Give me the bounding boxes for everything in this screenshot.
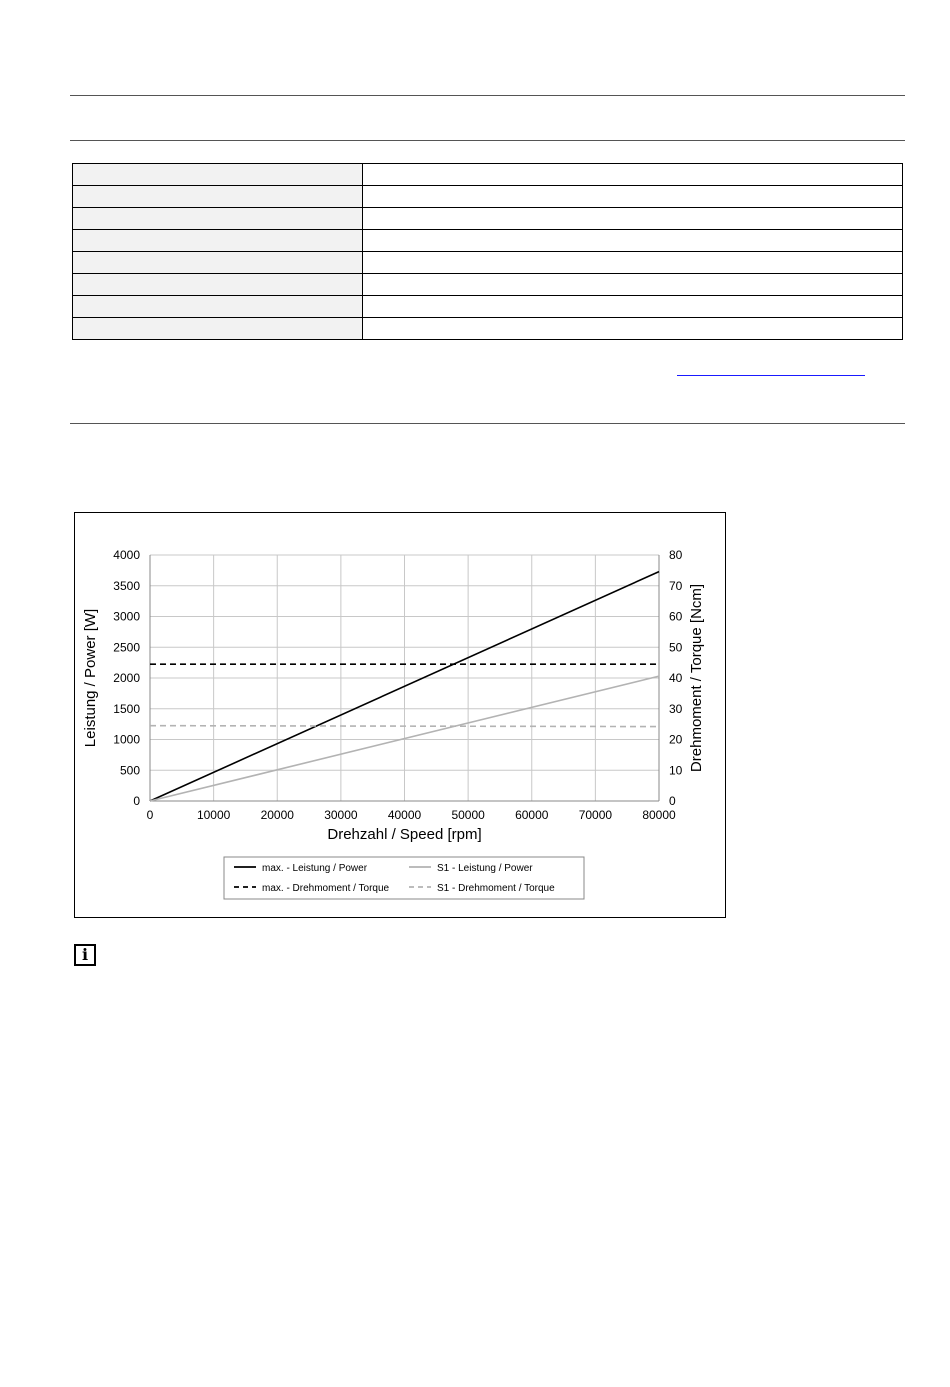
y2-tick-label: 40 [669,671,683,685]
y2-tick-label: 20 [669,732,683,747]
spec-value [363,318,903,340]
y-tick-label: 1000 [113,732,140,747]
y-tick-label: 500 [119,763,140,778]
header-divider [70,95,905,96]
y-tick-label: 1500 [113,701,140,716]
spec-label [73,164,363,186]
x-tick-label: 30000 [324,808,358,822]
y-tick-label: 2000 [113,671,140,685]
y-tick-label: 2500 [113,640,140,655]
x-tick-label: 60000 [515,808,549,822]
legend-entry: S1 - Leistung / Power [437,863,533,874]
table-row [73,274,903,296]
legend-entry: max. - Drehmoment / Torque [262,883,390,894]
spec-label [73,230,363,252]
y-tick-label: 3000 [113,609,140,624]
y2-tick-label: 70 [669,578,683,593]
chart-frame [74,512,726,918]
legend-entry: max. - Leistung / Power [262,863,368,874]
y-axis-title: Leistung / Power [W] [82,608,99,748]
spec-label [73,296,363,318]
y2-tick-label: 80 [669,548,683,562]
info-icon: i [74,944,96,966]
x-tick-label: 80000 [642,808,676,822]
spec-label [73,318,363,340]
y2-tick-label: 10 [669,763,683,778]
x-tick-label: 40000 [387,808,422,822]
x-tick-label: 70000 [578,808,613,822]
spec-value [363,186,903,208]
spec-value [363,274,903,296]
y2-tick-label: 30 [669,701,683,716]
y-tick-label: 3500 [113,578,140,593]
table-row [73,252,903,274]
x-axis-title: Drehzahl / Speed [rpm] [327,826,482,843]
spec-value [363,230,903,252]
y-tick-label: 0 [133,794,140,808]
table-row [73,164,903,186]
spec-label [73,252,363,274]
spec-value [363,164,903,186]
spec-label [73,208,363,230]
legend-entry: S1 - Drehmoment / Torque [437,883,555,894]
spec-value [363,296,903,318]
spec-value [363,208,903,230]
spec-table [72,163,903,340]
table-row [73,208,903,230]
table-row [73,230,903,252]
power-torque-chart [75,513,725,917]
x-tick-label: 0 [146,808,154,822]
spec-label [73,274,363,296]
table-row [73,186,903,208]
x-tick-label: 50000 [451,808,485,822]
table-row [73,296,903,318]
section-divider-lower [70,423,905,424]
y-tick-label: 4000 [113,548,140,562]
x-tick-label: 10000 [196,808,231,822]
x-tick-label: 20000 [260,808,294,822]
spec-value [363,252,903,274]
section-divider [70,140,905,141]
y2-axis-title: Drehmoment / Torque [Ncm] [688,583,705,773]
spec-label [73,186,363,208]
table-row [73,318,903,340]
y2-tick-label: 50 [669,640,683,655]
y2-tick-label: 0 [669,794,676,808]
hyperlink[interactable] [677,375,865,376]
y2-tick-label: 60 [669,609,683,624]
